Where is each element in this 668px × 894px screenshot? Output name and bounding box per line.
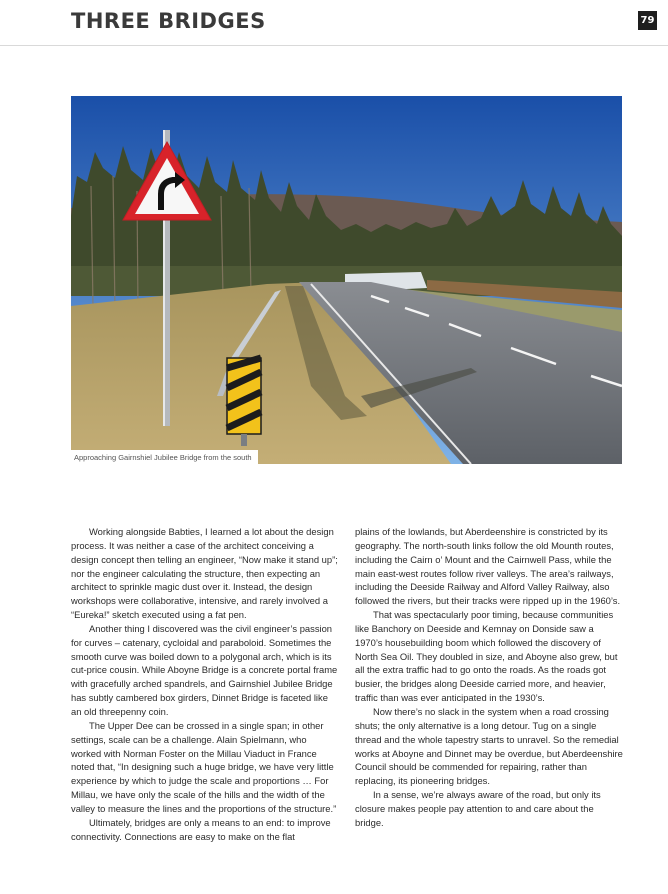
chevron-marker	[227, 358, 261, 446]
paragraph: Working alongside Babties, I learned a lot about the design process. It was neither a case of the architect conceiving a design concept then telling an engineer, “Now make it stand up”; nor the engineer calculating the structure, then expecting an architect to sprinkle magic dust over it. Instead, the design workshops were collaborative, intensive, and rarely involved a “Eureka!” sketch executed using a fat pen.	[71, 526, 338, 621]
page-header	[0, 0, 668, 46]
paragraph: plains of the lowlands, but Aberdeenshire is constricted by its geography. The north-south links follow the old Mounth routes, including the Cairn o’ Mount and the Cairnwell Pass, while the main east-west routes follow river valleys. The area’s railways, including the Deeside Railway and Alford Valley Railway, also followed the rivers, but their tracks were ripped up in the 1960’s.	[355, 526, 621, 607]
road-scene-illustration	[71, 96, 622, 464]
bridge-photo	[71, 96, 622, 464]
page-number-badge: 79	[638, 11, 657, 30]
paragraph: In a sense, we’re always aware of the road, but only its closure makes people pay attention to and care about the bridge.	[355, 789, 601, 828]
section-title: THREE BRIDGES	[71, 9, 266, 33]
paragraph: Another thing I discovered was the civil engineer’s passion for curves – catenary, cycloidal and paraboloid. Sometimes the smooth curve was boiled down to a polygonal arch, which is its cut-price cousin. While Aboyne Bridge is a concrete portal frame with gracefully arched spandrels, and Gairnshiel Jubilee Bridge has subtly cambered box girders, Dinnet Bridge is faceted like an old threepenny coin.	[71, 622, 338, 717]
paragraph: Ultimately, bridges are only a means to an end: to improve connectivity. Connections are easy to make on the flat	[71, 816, 331, 842]
paragraph: Now there’s no slack in the system when a road crossing shuts; the only alternative is a long detour. Tug on a single thread and the whole tapestry starts to unravel. So the remedial works at Aboyne and Dinnet may be overdue, but Aberdeenshire Council should be commended for repairing, rather than replacing, its pioneering bridges.	[355, 705, 623, 787]
article-column-right	[355, 525, 623, 830]
photo-caption: Approaching Gairnshiel Jubilee Bridge from the south	[71, 450, 258, 466]
paragraph: That was spectacularly poor timing, because communities like Banchory on Deeside and Kemnay on Donside saw a 1970’s housebuilding boom which followed the discovery of North Sea Oil. They doubled in size, and Aboyne also grew, but all the extra traffic had to go onto the roads. As the roads got busier, the bridges along Deeside carried more, and heavier, traffic than was ever anticipated in the 1930’s.	[355, 609, 618, 704]
article-column-left	[71, 525, 339, 843]
paragraph: The Upper Dee can be crossed in a single span; in other settings, scale can be a challenge. Alain Spielmann, who worked with Norman Foster on the Millau Viaduct in France noted that, “In designing such a huge bridge, we have very little experience by which to judge the scale and proportions … For Millau, we have only the scale of the hills and the width of the valley to measure the lines and the proportions of the structure.”	[71, 719, 337, 814]
